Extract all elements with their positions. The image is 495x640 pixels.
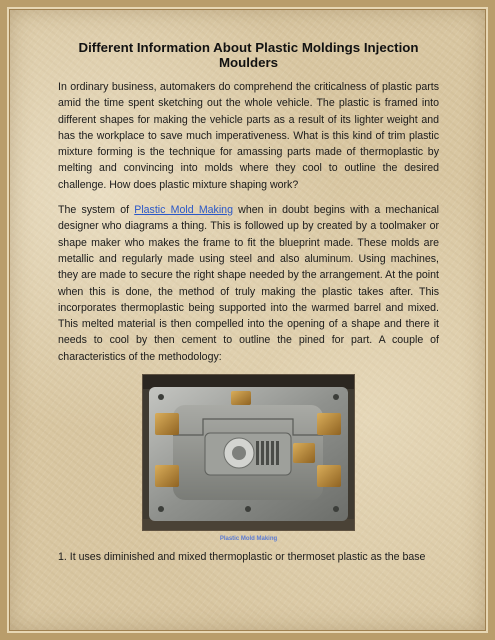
paragraph-text-before-link: The system of [58, 204, 135, 217]
mold-photo [142, 374, 355, 531]
page-content [58, 40, 439, 564]
paragraph-text-after-link: when in doubt begins with a mechanical designer who diagrams a thing. This is followed up by created by a toolmaker or shape maker who makes the frame to fit the blueprint made. These molds are metallic and regularly made using steel and also aluminum. Using machines, they are made to secure the right shape needed by the arrangement. At the point when this is done, the method of truly making the plastic takes after. This incorporates thermoplastic being supported into the warmed barrel and mixed. This melted material is then compelled into the opening of a shape and there it needs to cool by then cement to outline the pined for part. A couple of characteristics of the methodology: [58, 204, 439, 363]
plastic-mold-making-link[interactable]: Plastic Mold Making [134, 204, 233, 217]
page-title: Different Information About Plastic Moldings Injection Moulders [78, 40, 419, 70]
intro-paragraph: In ordinary business, automakers do comprehend the criticalness of plastic parts amid the time spent sketching out the whole vehicle. The plastic is framed into different shapes for making the vehicle parts as a result of its lighter weight and has the workplace to save much imperativeness. What is this kind of trim plastic mixture forming is the technique for amassing parts made of thermoplastic by melting and convincing into molds where they cool to outline the desired challenge. How does plastic mixture shaping work? [58, 81, 439, 191]
image-caption: Plastic Mold Making [219, 536, 278, 543]
process-paragraph [58, 202, 439, 365]
list-item: 1. It uses diminished and mixed thermoplastic or thermoset plastic as the base [58, 551, 426, 564]
